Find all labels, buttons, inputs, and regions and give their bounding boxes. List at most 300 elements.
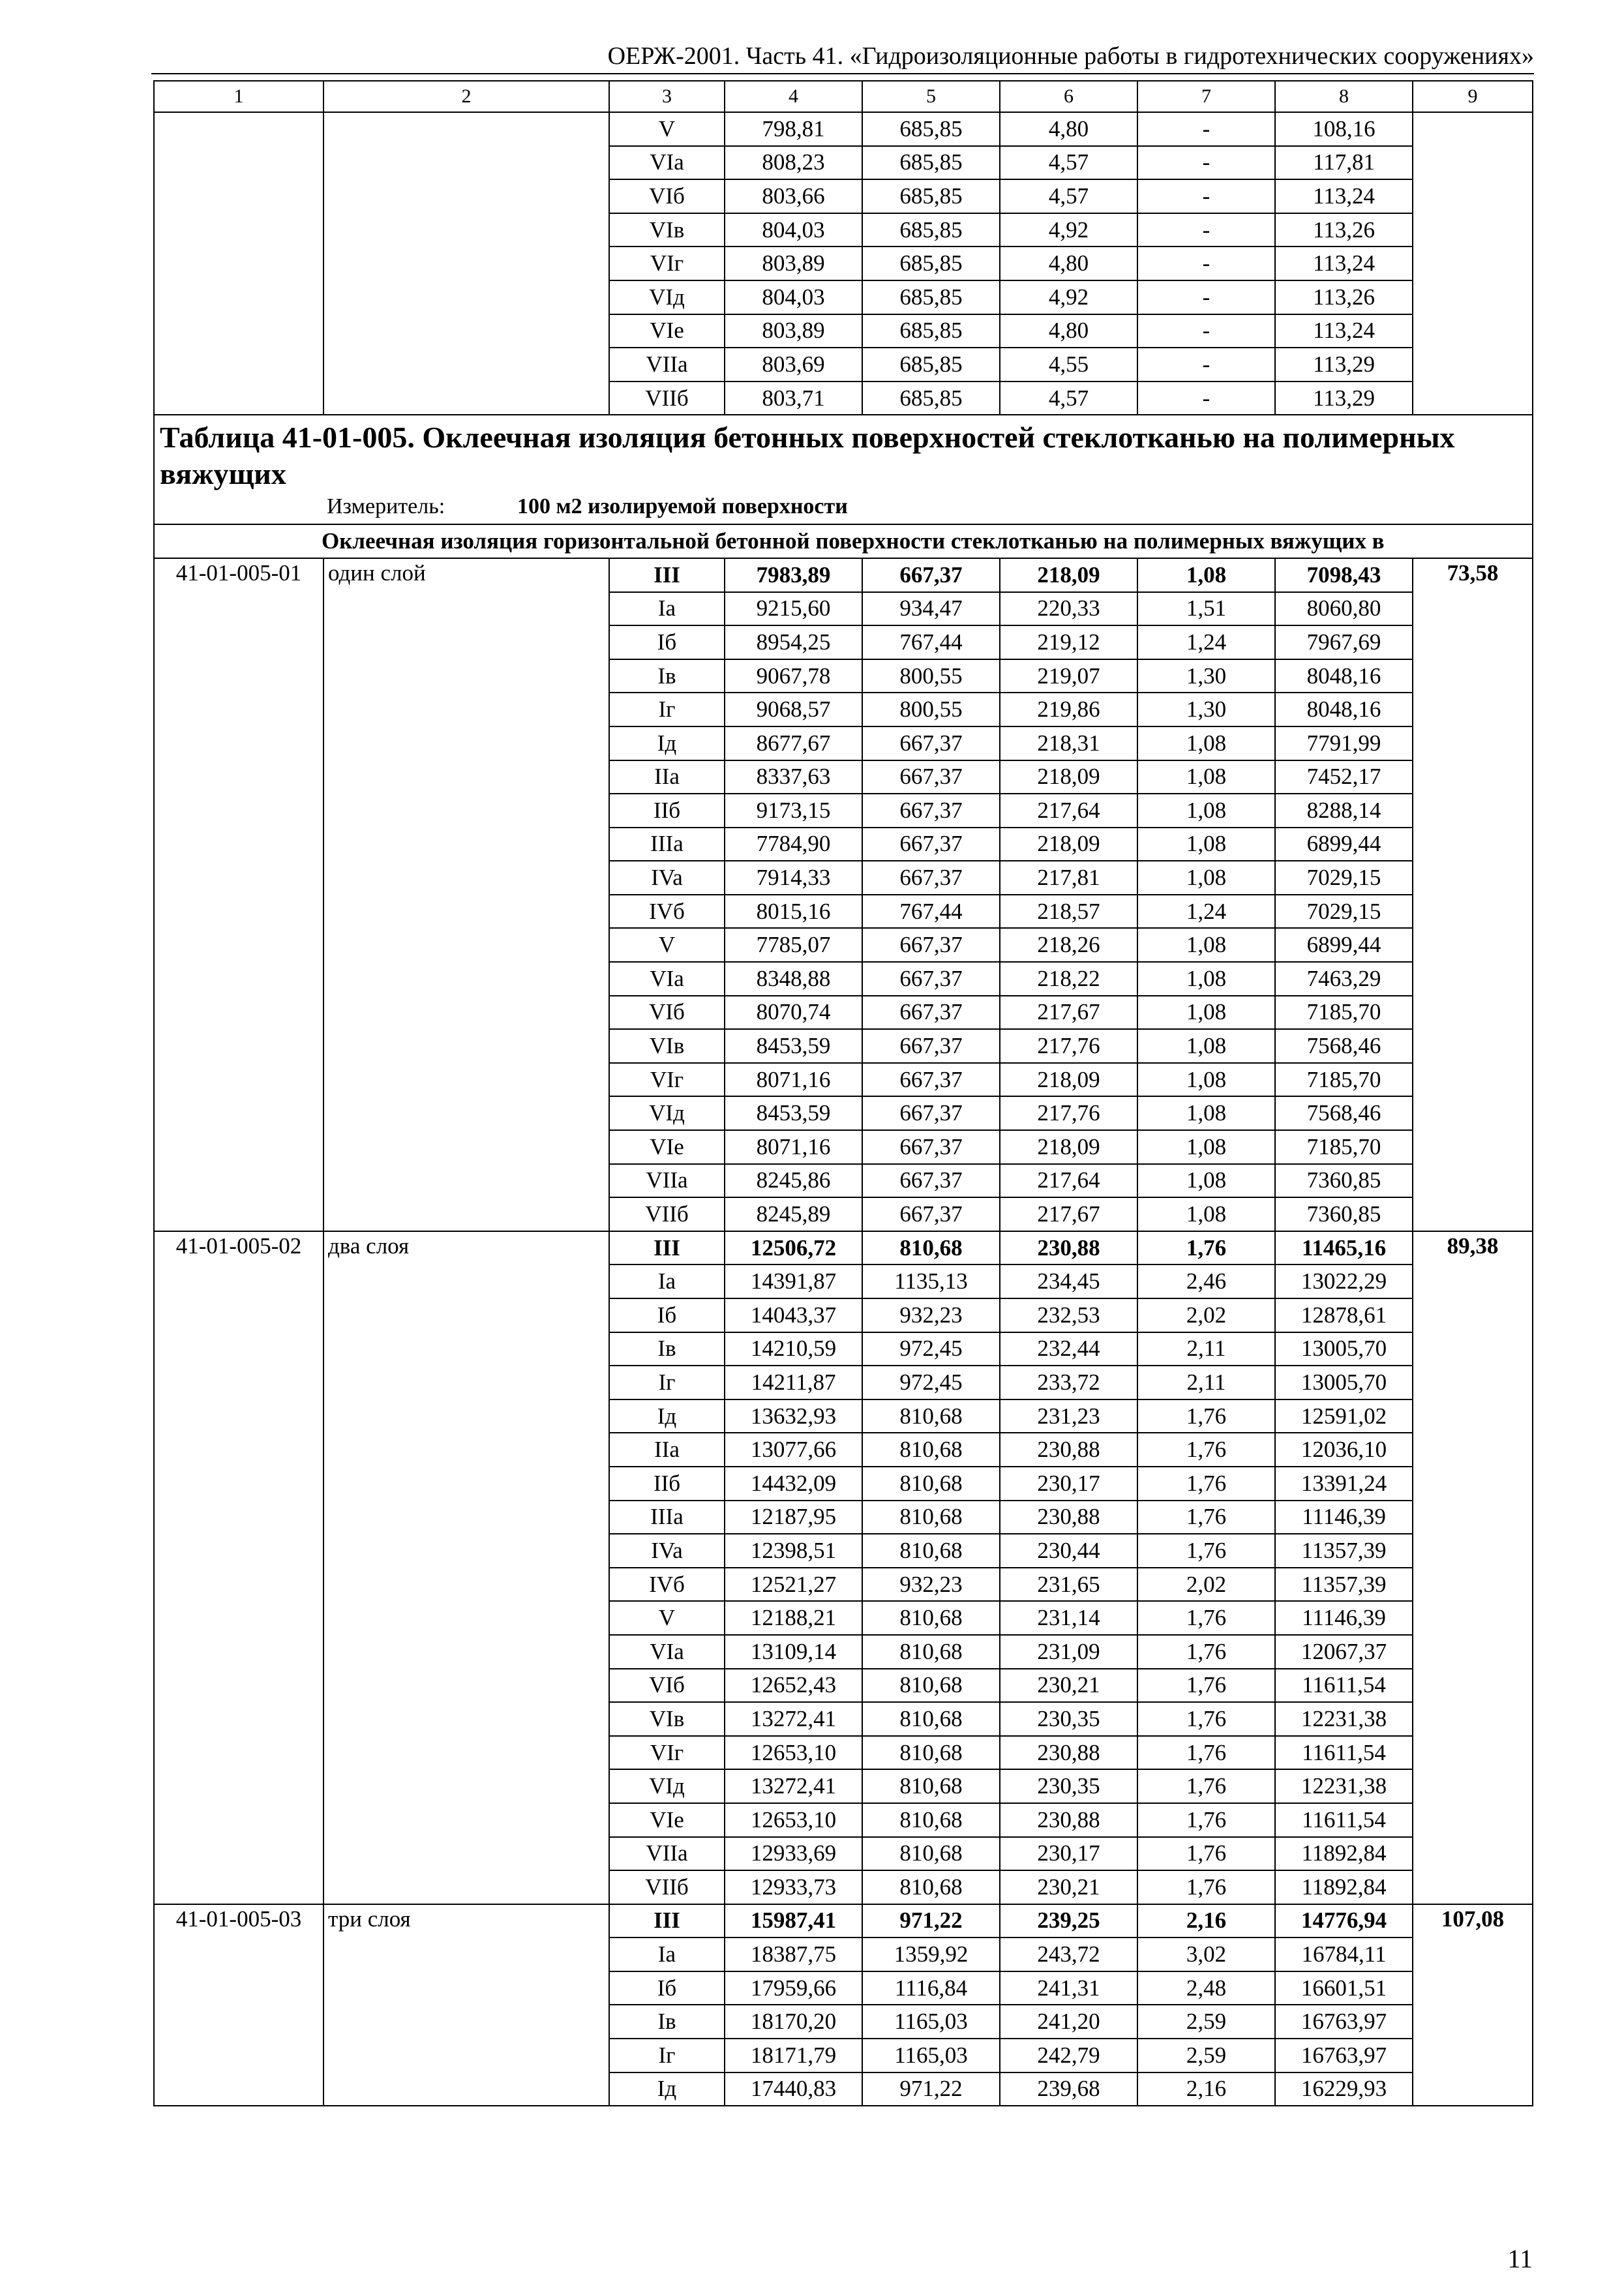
value-cell: 231,65 (1000, 1568, 1137, 1602)
value-cell: 8245,89 (725, 1197, 862, 1231)
column-number: 2 (323, 81, 609, 112)
value-cell: Iв (609, 2005, 725, 2039)
value-cell: 685,85 (862, 112, 1000, 146)
value-cell: VIг (609, 1736, 725, 1770)
value-cell: 219,12 (1000, 625, 1137, 659)
value-cell: 230,35 (1000, 1769, 1137, 1803)
value-cell: VIIa (609, 1164, 725, 1198)
value-cell: 113,26 (1275, 213, 1413, 247)
value-cell: 1,08 (1137, 861, 1275, 895)
labor-cost: 89,38 (1413, 1231, 1533, 1904)
value-cell: 2,16 (1137, 1904, 1275, 1938)
value-cell: 11892,84 (1275, 1870, 1413, 1904)
value-cell: 9068,57 (725, 693, 862, 726)
value-cell: 1,76 (1137, 1601, 1275, 1635)
value-cell: 1,76 (1137, 1399, 1275, 1433)
labor-cost: 73,58 (1413, 558, 1533, 1231)
value-cell: 14391,87 (725, 1264, 862, 1298)
rate-name: два слоя (323, 1231, 609, 1904)
value-cell: 667,37 (862, 1197, 1000, 1231)
value-cell: VIв (609, 1029, 725, 1063)
value-cell: Ia (609, 1937, 725, 1971)
value-cell: 667,37 (862, 726, 1000, 760)
value-cell: VIб (609, 179, 725, 213)
value-cell: 685,85 (862, 314, 1000, 348)
value-cell: Iв (609, 1332, 725, 1366)
value-cell: 13077,66 (725, 1433, 862, 1467)
rate-name: три слоя (323, 1904, 609, 2106)
value-cell: VIe (609, 314, 725, 348)
value-cell: 1165,03 (862, 2005, 1000, 2039)
value-cell: 18387,75 (725, 1937, 862, 1971)
value-cell: 1,08 (1137, 1130, 1275, 1164)
value-cell: 11146,39 (1275, 1501, 1413, 1534)
value-cell: 1,08 (1137, 1197, 1275, 1231)
value-cell: 230,88 (1000, 1501, 1137, 1534)
value-cell: 810,68 (862, 1534, 1000, 1568)
value-cell: 667,37 (862, 1029, 1000, 1063)
value-cell: VIIa (609, 348, 725, 382)
value-cell: VIa (609, 1635, 725, 1669)
value-cell: 11357,39 (1275, 1534, 1413, 1568)
value-cell: 2,02 (1137, 1298, 1275, 1332)
value-cell: 1,76 (1137, 1433, 1275, 1467)
value-cell: 8048,16 (1275, 659, 1413, 693)
rate-code: 41-01-005-03 (154, 1904, 323, 2106)
value-cell: Ia (609, 592, 725, 626)
value-cell: 7983,89 (725, 558, 862, 592)
value-cell: 800,55 (862, 659, 1000, 693)
value-cell: IIIa (609, 828, 725, 861)
value-cell: 667,37 (862, 1164, 1000, 1198)
value-cell: 2,59 (1137, 2039, 1275, 2072)
value-cell: 231,23 (1000, 1399, 1137, 1433)
value-cell: 234,45 (1000, 1264, 1137, 1298)
value-cell: 218,26 (1000, 928, 1137, 962)
value-cell: 242,79 (1000, 2039, 1137, 2072)
value-cell: Iд (609, 1399, 725, 1433)
header-rule (151, 73, 1534, 74)
value-cell: 1,76 (1137, 1534, 1275, 1568)
value-cell: VIa (609, 146, 725, 180)
value-cell: 12878,61 (1275, 1298, 1413, 1332)
value-cell: VIe (609, 1803, 725, 1837)
value-cell: 4,57 (1000, 146, 1137, 180)
value-cell: 230,17 (1000, 1467, 1137, 1501)
value-cell: 2,46 (1137, 1264, 1275, 1298)
value-cell: 810,68 (862, 1702, 1000, 1736)
value-cell: 685,85 (862, 213, 1000, 247)
value-cell: 972,45 (862, 1332, 1000, 1366)
table-row (154, 1904, 1533, 1938)
value-cell: 108,16 (1275, 112, 1413, 146)
value-cell: 12036,10 (1275, 1433, 1413, 1467)
value-cell: 12653,10 (725, 1803, 862, 1837)
table-caption (154, 415, 1533, 524)
value-cell: 7784,90 (725, 828, 862, 861)
value-cell: 218,09 (1000, 760, 1137, 794)
value-cell: 667,37 (862, 861, 1000, 895)
column-number: 9 (1413, 81, 1533, 112)
value-cell: VIв (609, 213, 725, 247)
value-cell: 1,08 (1137, 794, 1275, 828)
value-cell: 11465,16 (1275, 1231, 1413, 1265)
value-cell: 113,24 (1275, 247, 1413, 280)
labor-cell (1413, 112, 1533, 415)
value-cell: 217,67 (1000, 1197, 1137, 1231)
value-cell: 8015,16 (725, 895, 862, 929)
value-cell: 798,81 (725, 112, 862, 146)
value-cell: 1,24 (1137, 895, 1275, 929)
value-cell: 8071,16 (725, 1063, 862, 1097)
rates-table (153, 80, 1533, 2106)
value-cell: 1,30 (1137, 693, 1275, 726)
value-cell: 17959,66 (725, 1971, 862, 2005)
value-cell: 8070,74 (725, 996, 862, 1030)
table-row (154, 112, 1533, 146)
value-cell: 1,08 (1137, 1063, 1275, 1097)
value-cell: 810,68 (862, 1433, 1000, 1467)
value-cell: 1,08 (1137, 828, 1275, 861)
value-cell: 4,80 (1000, 314, 1137, 348)
value-cell: VIд (609, 1769, 725, 1803)
rate-name: один слой (323, 558, 609, 1231)
value-cell: 232,44 (1000, 1332, 1137, 1366)
table-title: Таблица 41-01-005. Оклеечная изоляция бетонных поверхностей стеклотканью на полимерных вяжущих (160, 421, 1455, 491)
value-cell: 13109,14 (725, 1635, 862, 1669)
value-cell: 218,09 (1000, 1130, 1137, 1164)
value-cell: 7568,46 (1275, 1096, 1413, 1130)
value-cell: VIe (609, 1130, 725, 1164)
value-cell: 1135,13 (862, 1264, 1000, 1298)
value-cell: VIв (609, 1702, 725, 1736)
labor-cost: 107,08 (1413, 1904, 1533, 2106)
value-cell: 230,17 (1000, 1837, 1137, 1871)
value-cell: 6899,44 (1275, 828, 1413, 861)
table-unit (160, 492, 1527, 524)
table-row (154, 558, 1533, 592)
value-cell: 241,31 (1000, 1971, 1137, 2005)
value-cell: 1,08 (1137, 558, 1275, 592)
value-cell: 667,37 (862, 1130, 1000, 1164)
value-cell: 12398,51 (725, 1534, 862, 1568)
column-number: 4 (725, 81, 862, 112)
value-cell: 1,76 (1137, 1501, 1275, 1534)
rate-code: 41-01-005-02 (154, 1231, 323, 1904)
value-cell: 14211,87 (725, 1366, 862, 1399)
value-cell: 810,68 (862, 1736, 1000, 1770)
value-cell: 971,22 (862, 1904, 1000, 1938)
value-cell: 2,48 (1137, 1971, 1275, 2005)
value-cell: 217,64 (1000, 794, 1137, 828)
value-cell: 13272,41 (725, 1769, 862, 1803)
value-cell: 9173,15 (725, 794, 862, 828)
value-cell: 7185,70 (1275, 1063, 1413, 1097)
value-cell: 231,09 (1000, 1635, 1137, 1669)
value-cell: 667,37 (862, 828, 1000, 861)
value-cell: VIб (609, 996, 725, 1030)
value-cell: - (1137, 213, 1275, 247)
value-cell: 4,57 (1000, 382, 1137, 415)
value-cell: 230,88 (1000, 1433, 1137, 1467)
value-cell: 6899,44 (1275, 928, 1413, 962)
value-cell: Iв (609, 659, 725, 693)
value-cell: IVa (609, 1534, 725, 1568)
value-cell: 218,22 (1000, 962, 1137, 996)
value-cell: 8288,14 (1275, 794, 1413, 828)
value-cell: 1,08 (1137, 1096, 1275, 1130)
value-cell: 218,09 (1000, 558, 1137, 592)
value-cell: 1,76 (1137, 1803, 1275, 1837)
value-cell: 800,55 (862, 693, 1000, 726)
column-number: 1 (154, 81, 323, 112)
value-cell: IIб (609, 1467, 725, 1501)
value-cell: 219,86 (1000, 693, 1137, 726)
value-cell: VIIб (609, 1870, 725, 1904)
value-cell: 217,76 (1000, 1029, 1137, 1063)
value-cell: 12653,10 (725, 1736, 862, 1770)
value-cell: 8245,86 (725, 1164, 862, 1198)
value-cell: 8337,63 (725, 760, 862, 794)
value-cell: 810,68 (862, 1467, 1000, 1501)
table-row (154, 1231, 1533, 1265)
value-cell: 7098,43 (1275, 558, 1413, 592)
value-cell: - (1137, 348, 1275, 382)
value-cell: 667,37 (862, 1096, 1000, 1130)
value-cell: 13022,29 (1275, 1264, 1413, 1298)
value-cell: 810,68 (862, 1399, 1000, 1433)
value-cell: 230,88 (1000, 1231, 1137, 1265)
value-cell: 230,88 (1000, 1803, 1137, 1837)
value-cell: 7452,17 (1275, 760, 1413, 794)
value-cell: 767,44 (862, 895, 1000, 929)
value-cell: 231,14 (1000, 1601, 1137, 1635)
value-cell: VIг (609, 247, 725, 280)
value-cell: 16763,97 (1275, 2005, 1413, 2039)
value-cell: VIIб (609, 382, 725, 415)
value-cell: 7785,07 (725, 928, 862, 962)
table-caption-row (154, 415, 1533, 524)
value-cell: 8453,59 (725, 1096, 862, 1130)
value-cell: 113,24 (1275, 314, 1413, 348)
value-cell: IVa (609, 861, 725, 895)
value-cell: 667,37 (862, 558, 1000, 592)
value-cell: 803,66 (725, 179, 862, 213)
value-cell: 230,35 (1000, 1702, 1137, 1736)
value-cell: 18170,20 (725, 2005, 862, 2039)
column-number: 6 (1000, 81, 1137, 112)
value-cell: 113,26 (1275, 280, 1413, 314)
value-cell: 1,76 (1137, 1467, 1275, 1501)
value-cell: 218,31 (1000, 726, 1137, 760)
value-cell: 9215,60 (725, 592, 862, 626)
value-cell: 217,67 (1000, 996, 1137, 1030)
value-cell: - (1137, 314, 1275, 348)
value-cell: 1,76 (1137, 1870, 1275, 1904)
value-cell: 7463,29 (1275, 962, 1413, 996)
value-cell: 810,68 (862, 1870, 1000, 1904)
value-cell: 2,59 (1137, 2005, 1275, 2039)
value-cell: 7914,33 (725, 861, 862, 895)
value-cell: 12506,72 (725, 1231, 862, 1265)
value-cell: 1116,84 (862, 1971, 1000, 2005)
value-cell: 7967,69 (1275, 625, 1413, 659)
unit-value: 100 м2 изолируемой поверхности (517, 494, 848, 519)
value-cell: 8348,88 (725, 962, 862, 996)
value-cell: 11892,84 (1275, 1837, 1413, 1871)
value-cell: Iд (609, 2072, 725, 2106)
value-cell: 11611,54 (1275, 1669, 1413, 1703)
value-cell: 8071,16 (725, 1130, 862, 1164)
value-cell: 8048,16 (1275, 693, 1413, 726)
value-cell: 803,69 (725, 348, 862, 382)
value-cell: 217,64 (1000, 1164, 1137, 1198)
value-cell: 810,68 (862, 1231, 1000, 1265)
value-cell: 2,11 (1137, 1332, 1275, 1366)
value-cell: 667,37 (862, 962, 1000, 996)
value-cell: 230,88 (1000, 1736, 1137, 1770)
value-cell: 243,72 (1000, 1937, 1137, 1971)
value-cell: 810,68 (862, 1769, 1000, 1803)
value-cell: 12188,21 (725, 1601, 862, 1635)
value-cell: IIIa (609, 1501, 725, 1534)
value-cell: 932,23 (862, 1298, 1000, 1332)
value-cell: 219,07 (1000, 659, 1137, 693)
value-cell: V (609, 112, 725, 146)
value-cell: 667,37 (862, 1063, 1000, 1097)
value-cell: 217,76 (1000, 1096, 1137, 1130)
column-number: 8 (1275, 81, 1413, 112)
value-cell: 667,37 (862, 794, 1000, 828)
value-cell: 971,22 (862, 2072, 1000, 2106)
value-cell: 12652,43 (725, 1669, 862, 1703)
value-cell: 667,37 (862, 760, 1000, 794)
value-cell: 233,72 (1000, 1366, 1137, 1399)
value-cell: Iд (609, 726, 725, 760)
value-cell: 12187,95 (725, 1501, 862, 1534)
value-cell: 1,08 (1137, 1164, 1275, 1198)
value-cell: IVб (609, 895, 725, 929)
section-title: Оклеечная изоляция горизонтальной бетонной поверхности стеклотканью на полимерных вяжущих в (154, 524, 1533, 558)
value-cell: Iб (609, 1971, 725, 2005)
value-cell: 932,23 (862, 1568, 1000, 1602)
value-cell: 767,44 (862, 625, 1000, 659)
value-cell: 4,57 (1000, 179, 1137, 213)
value-cell: 14043,37 (725, 1298, 862, 1332)
value-cell: 13005,70 (1275, 1366, 1413, 1399)
value-cell: VIб (609, 1669, 725, 1703)
code-cell (154, 112, 323, 415)
column-number: 5 (862, 81, 1000, 112)
value-cell: 803,71 (725, 382, 862, 415)
value-cell: 810,68 (862, 1601, 1000, 1635)
value-cell: 15987,41 (725, 1904, 862, 1938)
value-cell: 4,80 (1000, 112, 1137, 146)
value-cell: 8677,67 (725, 726, 862, 760)
value-cell: VIд (609, 280, 725, 314)
value-cell: - (1137, 247, 1275, 280)
value-cell: 1,76 (1137, 1837, 1275, 1871)
value-cell: 12933,73 (725, 1870, 862, 1904)
value-cell: III (609, 558, 725, 592)
value-cell: 1,08 (1137, 760, 1275, 794)
value-cell: 16229,93 (1275, 2072, 1413, 2106)
value-cell: 685,85 (862, 179, 1000, 213)
value-cell: 7185,70 (1275, 996, 1413, 1030)
value-cell: 14210,59 (725, 1332, 862, 1366)
value-cell: 9067,78 (725, 659, 862, 693)
value-cell: 16601,51 (1275, 1971, 1413, 2005)
page-number: 11 (1507, 2244, 1533, 2273)
value-cell: 14432,09 (725, 1467, 862, 1501)
value-cell: 230,44 (1000, 1534, 1137, 1568)
value-cell: 808,23 (725, 146, 862, 180)
running-header: ОЕРЖ-2001. Часть 41. «Гидроизоляционные работы в гидротехнических сооружениях» (607, 42, 1534, 70)
value-cell: 232,53 (1000, 1298, 1137, 1332)
value-cell: 810,68 (862, 1669, 1000, 1703)
value-cell: III (609, 1904, 725, 1938)
value-cell: 1,76 (1137, 1231, 1275, 1265)
value-cell: 230,21 (1000, 1870, 1137, 1904)
value-cell: 12067,37 (1275, 1635, 1413, 1669)
column-number: 7 (1137, 81, 1275, 112)
value-cell: 239,25 (1000, 1904, 1137, 1938)
section-row (154, 524, 1533, 558)
value-cell: 230,21 (1000, 1669, 1137, 1703)
value-cell: IVб (609, 1568, 725, 1602)
value-cell: 218,09 (1000, 828, 1137, 861)
value-cell: 803,89 (725, 247, 862, 280)
column-number: 3 (609, 81, 725, 112)
value-cell: 13632,93 (725, 1399, 862, 1433)
value-cell: 1,76 (1137, 1635, 1275, 1669)
value-cell: 12933,69 (725, 1837, 862, 1871)
value-cell: IIa (609, 1433, 725, 1467)
value-cell: 113,24 (1275, 179, 1413, 213)
value-cell: 117,81 (1275, 146, 1413, 180)
value-cell: V (609, 1601, 725, 1635)
value-cell: Iг (609, 1366, 725, 1399)
value-cell: 4,80 (1000, 247, 1137, 280)
value-cell: 13005,70 (1275, 1332, 1413, 1366)
value-cell: 810,68 (862, 1803, 1000, 1837)
value-cell: 13391,24 (1275, 1467, 1413, 1501)
value-cell: V (609, 928, 725, 962)
value-cell: 803,89 (725, 314, 862, 348)
value-cell: 1,08 (1137, 928, 1275, 962)
value-cell: 7029,15 (1275, 895, 1413, 929)
value-cell: 685,85 (862, 280, 1000, 314)
value-cell: 2,02 (1137, 1568, 1275, 1602)
value-cell: 218,09 (1000, 1063, 1137, 1097)
value-cell: 11357,39 (1275, 1568, 1413, 1602)
value-cell: 1,76 (1137, 1669, 1275, 1703)
value-cell: 12231,38 (1275, 1769, 1413, 1803)
value-cell: - (1137, 280, 1275, 314)
column-number-row (154, 81, 1533, 112)
value-cell: 11611,54 (1275, 1736, 1413, 1770)
value-cell: 1,76 (1137, 1769, 1275, 1803)
value-cell: 16784,11 (1275, 1937, 1413, 1971)
value-cell: 12231,38 (1275, 1702, 1413, 1736)
value-cell: 685,85 (862, 146, 1000, 180)
value-cell: 1,76 (1137, 1736, 1275, 1770)
value-cell: 1,08 (1137, 1029, 1275, 1063)
value-cell: 810,68 (862, 1635, 1000, 1669)
value-cell: - (1137, 179, 1275, 213)
value-cell: VIд (609, 1096, 725, 1130)
value-cell: 685,85 (862, 348, 1000, 382)
